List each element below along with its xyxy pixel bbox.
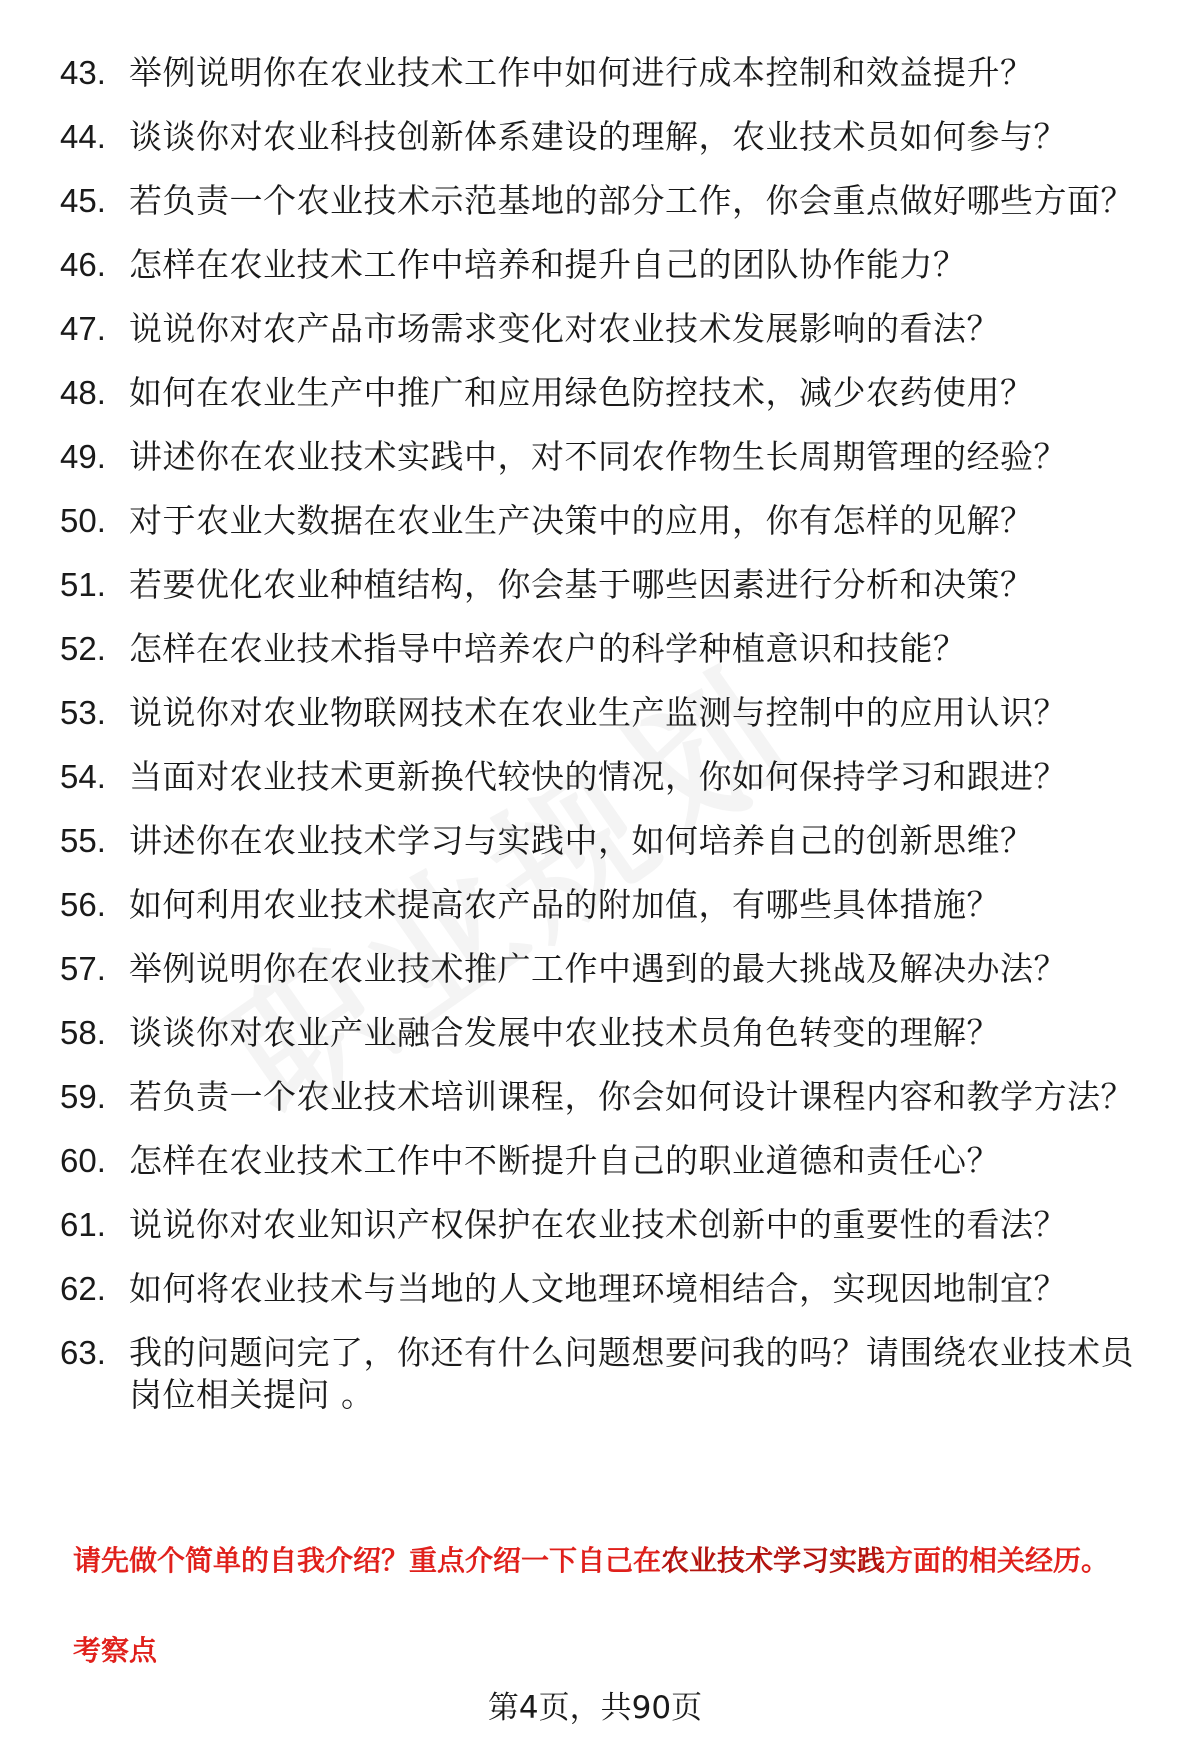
question-text: 怎样在农业技术指导中培养农户的科学种植意识和技能？ bbox=[129, 629, 967, 668]
question-item bbox=[60, 116, 1150, 158]
question-list bbox=[60, 52, 1150, 1438]
question-number: 58. bbox=[60, 1014, 106, 1051]
question-number: 60. bbox=[60, 1142, 106, 1179]
question-number: 47. bbox=[60, 310, 106, 347]
question-text: 若负责一个农业技术示范基地的部分工作，你会重点做好哪些方面？ bbox=[129, 181, 1134, 220]
intro-text-1: 请先做个简单的自我介绍？重点介绍一下自己在 bbox=[73, 1544, 662, 1577]
question-item bbox=[60, 1204, 1150, 1246]
question-number: 61. bbox=[60, 1206, 106, 1243]
question-text: 对于农业大数据在农业生产决策中的应用，你有怎样的见解？ bbox=[129, 501, 1034, 540]
question-number: 49. bbox=[60, 438, 106, 475]
question-number: 52. bbox=[60, 630, 106, 667]
question-number: 54. bbox=[60, 758, 106, 795]
question-item bbox=[60, 884, 1150, 926]
question-number: 55. bbox=[60, 822, 106, 859]
question-item bbox=[60, 244, 1150, 286]
question-text: 讲述你在农业技术实践中，对不同农作物生长周期管理的经验？ bbox=[129, 437, 1067, 476]
question-text: 如何利用农业技术提高农产品的附加值，有哪些具体措施？ bbox=[129, 885, 1000, 924]
question-text: 如何在农业生产中推广和应用绿色防控技术，减少农药使用？ bbox=[129, 373, 1034, 412]
question-text: 怎样在农业技术工作中培养和提升自己的团队协作能力？ bbox=[129, 245, 967, 284]
question-text: 说说你对农业物联网技术在农业生产监测与控制中的应用认识？ bbox=[129, 693, 1067, 732]
self-intro-prompt bbox=[73, 1542, 1133, 1580]
question-text: 若要优化农业种植结构，你会基于哪些因素进行分析和决策？ bbox=[129, 565, 1034, 604]
question-number: 62. bbox=[60, 1270, 106, 1307]
question-item bbox=[60, 1076, 1150, 1118]
question-number: 48. bbox=[60, 374, 106, 411]
intro-highlight: 农业技术学习实践 bbox=[661, 1544, 886, 1577]
question-item bbox=[60, 628, 1150, 670]
question-number: 56. bbox=[60, 886, 106, 923]
section-label-assessment-points: 考察点 bbox=[73, 1634, 158, 1667]
page-number-footer: 第4页，共90页 bbox=[487, 1690, 703, 1726]
question-item bbox=[60, 308, 1150, 350]
question-item bbox=[60, 1012, 1150, 1054]
question-item bbox=[60, 692, 1150, 734]
question-number: 57. bbox=[60, 950, 106, 987]
intro-text-2: 方面的相关经历。 bbox=[885, 1544, 1110, 1577]
question-number: 45. bbox=[60, 182, 106, 219]
question-number: 63. bbox=[60, 1334, 106, 1371]
question-text: 谈谈你对农业产业融合发展中农业技术员角色转变的理解？ bbox=[129, 1013, 1000, 1052]
question-item bbox=[60, 948, 1150, 990]
question-text: 说说你对农业知识产权保护在农业技术创新中的重要性的看法？ bbox=[129, 1205, 1067, 1244]
question-text: 讲述你在农业技术学习与实践中，如何培养自己的创新思维？ bbox=[129, 821, 1034, 860]
question-text: 怎样在农业技术工作中不断提升自己的职业道德和责任心？ bbox=[129, 1141, 1000, 1180]
question-item bbox=[60, 820, 1150, 862]
question-text: 当面对农业技术更新换代较快的情况，你如何保持学习和跟进？ bbox=[129, 757, 1067, 796]
question-item bbox=[60, 500, 1150, 542]
question-text: 我的问题问完了，你还有什么问题想要问我的吗？请围绕农业技术员岗位相关提问 。 bbox=[129, 1333, 1134, 1414]
question-item bbox=[60, 52, 1150, 94]
question-item bbox=[60, 180, 1150, 222]
question-text: 说说你对农产品市场需求变化对农业技术发展影响的看法？ bbox=[129, 309, 1000, 348]
question-number: 53. bbox=[60, 694, 106, 731]
question-text: 如何将农业技术与当地的人文地理环境相结合，实现因地制宜？ bbox=[129, 1269, 1067, 1308]
question-item bbox=[60, 372, 1150, 414]
question-item bbox=[60, 1268, 1150, 1310]
question-item bbox=[60, 756, 1150, 798]
question-number: 46. bbox=[60, 246, 106, 283]
question-item bbox=[60, 436, 1150, 478]
question-number: 50. bbox=[60, 502, 106, 539]
question-text: 举例说明你在农业技术工作中如何进行成本控制和效益提升？ bbox=[129, 53, 1034, 92]
question-text: 谈谈你对农业科技创新体系建设的理解，农业技术员如何参与？ bbox=[129, 117, 1067, 156]
question-number: 51. bbox=[60, 566, 106, 603]
question-number: 44. bbox=[60, 118, 106, 155]
question-item bbox=[60, 1140, 1150, 1182]
question-item bbox=[60, 1332, 1150, 1416]
question-text: 举例说明你在农业技术推广工作中遇到的最大挑战及解决办法？ bbox=[129, 949, 1067, 988]
question-number: 59. bbox=[60, 1078, 106, 1115]
question-item bbox=[60, 564, 1150, 606]
question-number: 43. bbox=[60, 54, 106, 91]
question-text: 若负责一个农业技术培训课程，你会如何设计课程内容和教学方法？ bbox=[129, 1077, 1134, 1116]
